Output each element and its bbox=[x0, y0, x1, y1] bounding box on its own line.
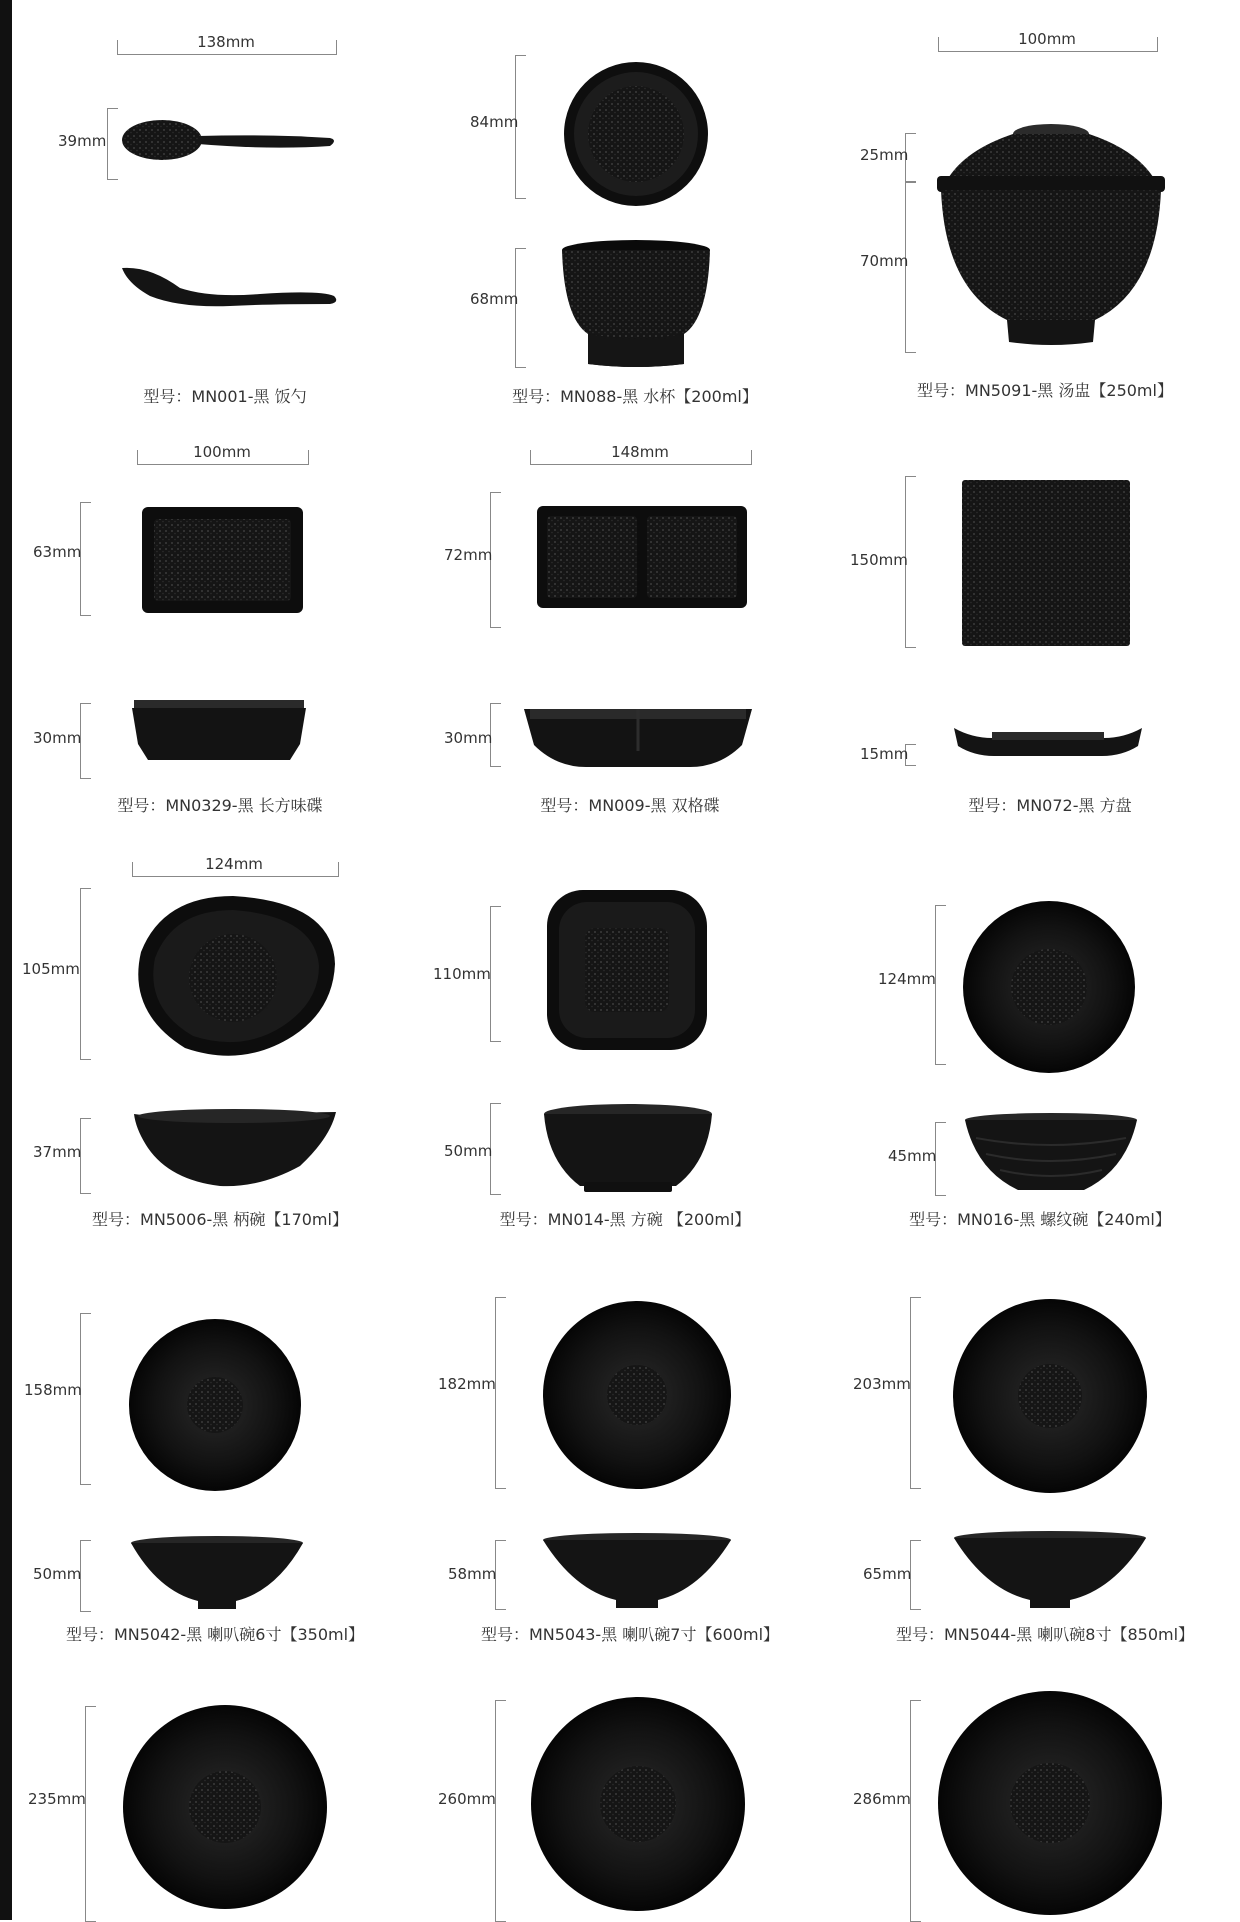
width-dimension-label: 100mm bbox=[1018, 30, 1076, 48]
height-dimension-line bbox=[80, 1540, 91, 1612]
width-dimension-label: 138mm bbox=[197, 33, 255, 51]
height-dimension-line bbox=[490, 906, 501, 1042]
height-dimension-line bbox=[85, 1706, 96, 1922]
height-dimension-label: 260mm bbox=[438, 1790, 496, 1808]
left-edge-bar bbox=[0, 0, 12, 1920]
product-caption: 型号：MN5044-黑 喇叭碗8寸【850ml】 bbox=[895, 1625, 1195, 1644]
height-dimension-line bbox=[107, 108, 118, 180]
height-dimension-label: 30mm bbox=[444, 729, 493, 747]
height-dimension-label: 70mm bbox=[860, 252, 909, 270]
square-plate-top-image bbox=[960, 478, 1132, 648]
height-dimension-line bbox=[910, 1540, 921, 1610]
height-dimension-label: 105mm bbox=[22, 960, 80, 978]
height-dimension-label: 45mm bbox=[888, 1147, 937, 1165]
product-caption: 型号：MN072-黑 方盘 bbox=[968, 796, 1132, 815]
trumpet-bowl-8-side-image bbox=[950, 1530, 1150, 1612]
height-dimension-line bbox=[935, 1122, 946, 1196]
height-dimension-line bbox=[910, 1297, 921, 1489]
height-dimension-label: 58mm bbox=[448, 1565, 497, 1583]
trumpet-bowl-8-top-image bbox=[952, 1298, 1148, 1494]
trumpet-bowl-6-top-image bbox=[128, 1318, 302, 1492]
cup-top-image bbox=[562, 60, 710, 208]
height-dimension-label: 182mm bbox=[438, 1375, 496, 1393]
tureen-image bbox=[935, 120, 1167, 350]
width-dimension-label: 148mm bbox=[611, 443, 669, 461]
cup-side-image bbox=[558, 238, 714, 368]
trumpet-bowl-7-top-image bbox=[542, 1300, 732, 1490]
height-dimension-line bbox=[80, 703, 91, 779]
product-caption: 型号：MN088-黑 水杯【200ml】 bbox=[512, 387, 758, 406]
height-dimension-line bbox=[910, 1700, 921, 1922]
trumpet-bowl-large-3-top-image bbox=[937, 1690, 1163, 1916]
product-caption: 型号：MN5043-黑 喇叭碗7寸【600ml】 bbox=[480, 1625, 780, 1644]
height-dimension-line bbox=[515, 248, 526, 368]
product-caption: 型号：MN5042-黑 喇叭碗6寸【350ml】 bbox=[65, 1625, 365, 1644]
height-dimension-label: 150mm bbox=[850, 551, 908, 569]
height-dimension-line bbox=[80, 888, 91, 1060]
product-caption: 型号：MN009-黑 双格碟 bbox=[540, 796, 720, 815]
height-dimension-line bbox=[80, 502, 91, 616]
trumpet-bowl-large-2-top-image bbox=[530, 1696, 746, 1912]
height-dimension-line bbox=[935, 905, 946, 1065]
divided-dish-top-image bbox=[535, 504, 749, 610]
square-bowl-top-image bbox=[545, 888, 709, 1052]
spoon-side-image bbox=[120, 258, 340, 318]
height-dimension-label: 30mm bbox=[33, 729, 82, 747]
divided-dish-side-image bbox=[520, 705, 756, 771]
product-caption: 型号：MN001-黑 饭勺 bbox=[143, 387, 307, 406]
height-dimension-label: 124mm bbox=[878, 970, 936, 988]
square-bowl-side-image bbox=[540, 1102, 716, 1196]
height-dimension-label: 68mm bbox=[470, 290, 519, 308]
height-dimension-label: 39mm bbox=[58, 132, 107, 150]
height-dimension-label: 50mm bbox=[33, 1565, 82, 1583]
height-dimension-line bbox=[495, 1297, 506, 1489]
height-dimension-label: 15mm bbox=[860, 745, 909, 763]
product-caption: 型号：MN016-黑 螺纹碗【240ml】 bbox=[909, 1210, 1171, 1229]
ribbed-bowl-side-image bbox=[962, 1112, 1140, 1198]
product-caption: 型号：MN0329-黑 长方味碟 bbox=[117, 796, 323, 815]
height-dimension-line bbox=[495, 1540, 506, 1610]
width-dimension-label: 100mm bbox=[193, 443, 251, 461]
height-dimension-line bbox=[495, 1700, 506, 1922]
height-dimension-label: 65mm bbox=[863, 1565, 912, 1583]
product-caption: 型号：MN014-黑 方碗 【200ml】 bbox=[499, 1210, 751, 1229]
product-caption: 型号：MN5006-黑 柄碗【170ml】 bbox=[92, 1210, 348, 1229]
sauce-dish-top-image bbox=[140, 505, 305, 615]
height-dimension-label: 50mm bbox=[444, 1142, 493, 1160]
sauce-dish-side-image bbox=[130, 698, 308, 768]
height-dimension-label: 84mm bbox=[470, 113, 519, 131]
width-dimension-label: 124mm bbox=[205, 855, 263, 873]
trumpet-bowl-large-1-top-image bbox=[122, 1704, 328, 1910]
height-dimension-line bbox=[80, 1118, 91, 1194]
trumpet-bowl-7-side-image bbox=[540, 1532, 734, 1612]
height-dimension-label: 235mm bbox=[28, 1790, 86, 1808]
handle-bowl-top-image bbox=[133, 892, 338, 1060]
height-dimension-label: 286mm bbox=[853, 1790, 911, 1808]
handle-bowl-side-image bbox=[130, 1108, 340, 1190]
height-dimension-label: 25mm bbox=[860, 146, 909, 164]
height-dimension-label: 72mm bbox=[444, 546, 493, 564]
ribbed-bowl-top-image bbox=[962, 900, 1136, 1074]
trumpet-bowl-6-side-image bbox=[128, 1535, 306, 1613]
height-dimension-line bbox=[80, 1313, 91, 1485]
square-plate-side-image bbox=[952, 722, 1144, 768]
product-caption: 型号：MN5091-黑 汤盅【250ml】 bbox=[917, 381, 1173, 400]
height-dimension-label: 203mm bbox=[853, 1375, 911, 1393]
height-dimension-label: 110mm bbox=[433, 965, 491, 983]
height-dimension-label: 63mm bbox=[33, 543, 82, 561]
height-dimension-label: 158mm bbox=[24, 1381, 82, 1399]
height-dimension-label: 37mm bbox=[33, 1143, 82, 1161]
spoon-top-image bbox=[120, 110, 340, 170]
